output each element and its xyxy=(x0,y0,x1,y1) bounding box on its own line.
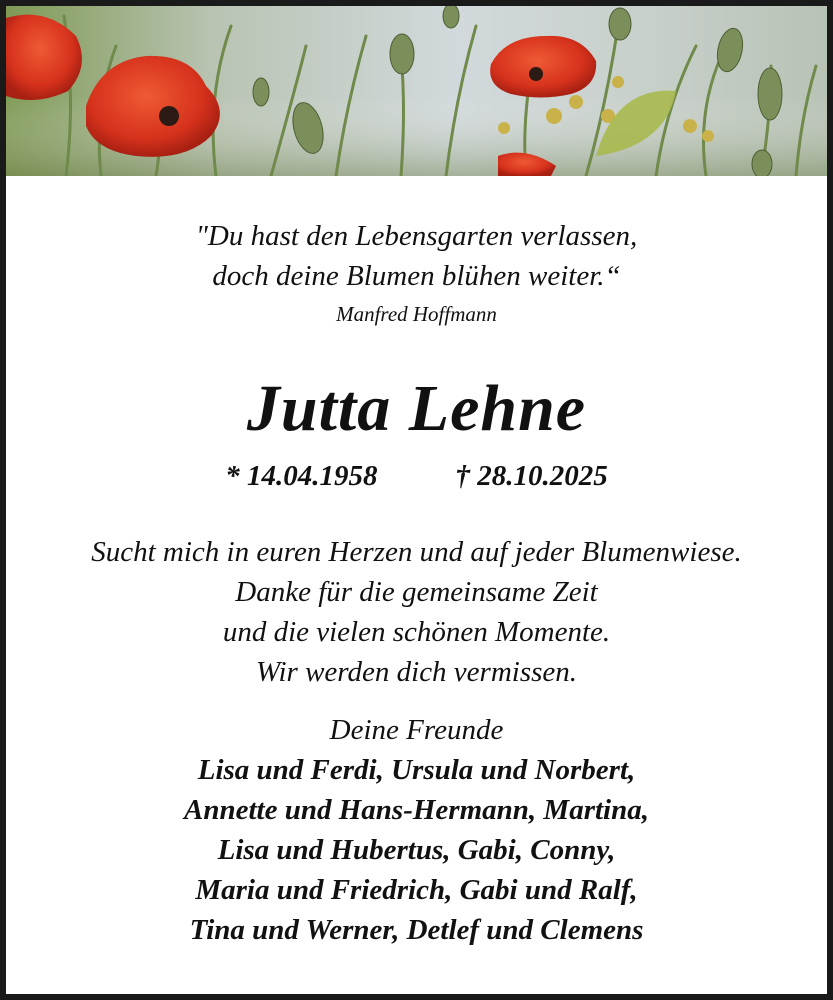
verse-line: Sucht mich in euren Herzen und auf jeder Blumenwiese. xyxy=(91,536,742,568)
mourners-line: Annette und Hans-Hermann, Martina, xyxy=(184,794,649,826)
quote-author: Manfred Hoffmann xyxy=(336,302,497,326)
mourners-line: Lisa und Hubertus, Gabi, Conny, xyxy=(217,834,616,866)
verse-line: Danke für die gemeinsame Zeit xyxy=(235,576,598,608)
mourners-intro: Deine Freunde xyxy=(329,714,504,746)
birth-date: * 14.04.1958 xyxy=(225,460,378,492)
verse-line: und die vielen schönen Momente. xyxy=(222,616,611,648)
obituary-text xyxy=(6,176,827,950)
life-dates xyxy=(6,458,827,494)
mourners-line: Lisa und Ferdi, Ursula und Norbert, xyxy=(197,754,636,786)
deceased-name: Jutta Lehne xyxy=(246,372,587,445)
quote-line: "Du hast den Lebensgarten verlassen, xyxy=(195,220,638,252)
memorial-verse xyxy=(6,532,827,692)
mourners-line: Maria und Friedrich, Gabi und Ralf, xyxy=(195,874,638,906)
verse-line: Wir werden dich vermissen. xyxy=(255,656,578,688)
poppy-banner-image xyxy=(6,6,827,176)
mourners-list xyxy=(6,750,827,950)
death-date: † 28.10.2025 xyxy=(455,460,608,492)
mourners-line: Tina und Werner, Detlef und Clemens xyxy=(189,914,644,946)
quote-line: doch deine Blumen blühen weiter.“ xyxy=(212,260,621,292)
quote xyxy=(6,216,827,296)
